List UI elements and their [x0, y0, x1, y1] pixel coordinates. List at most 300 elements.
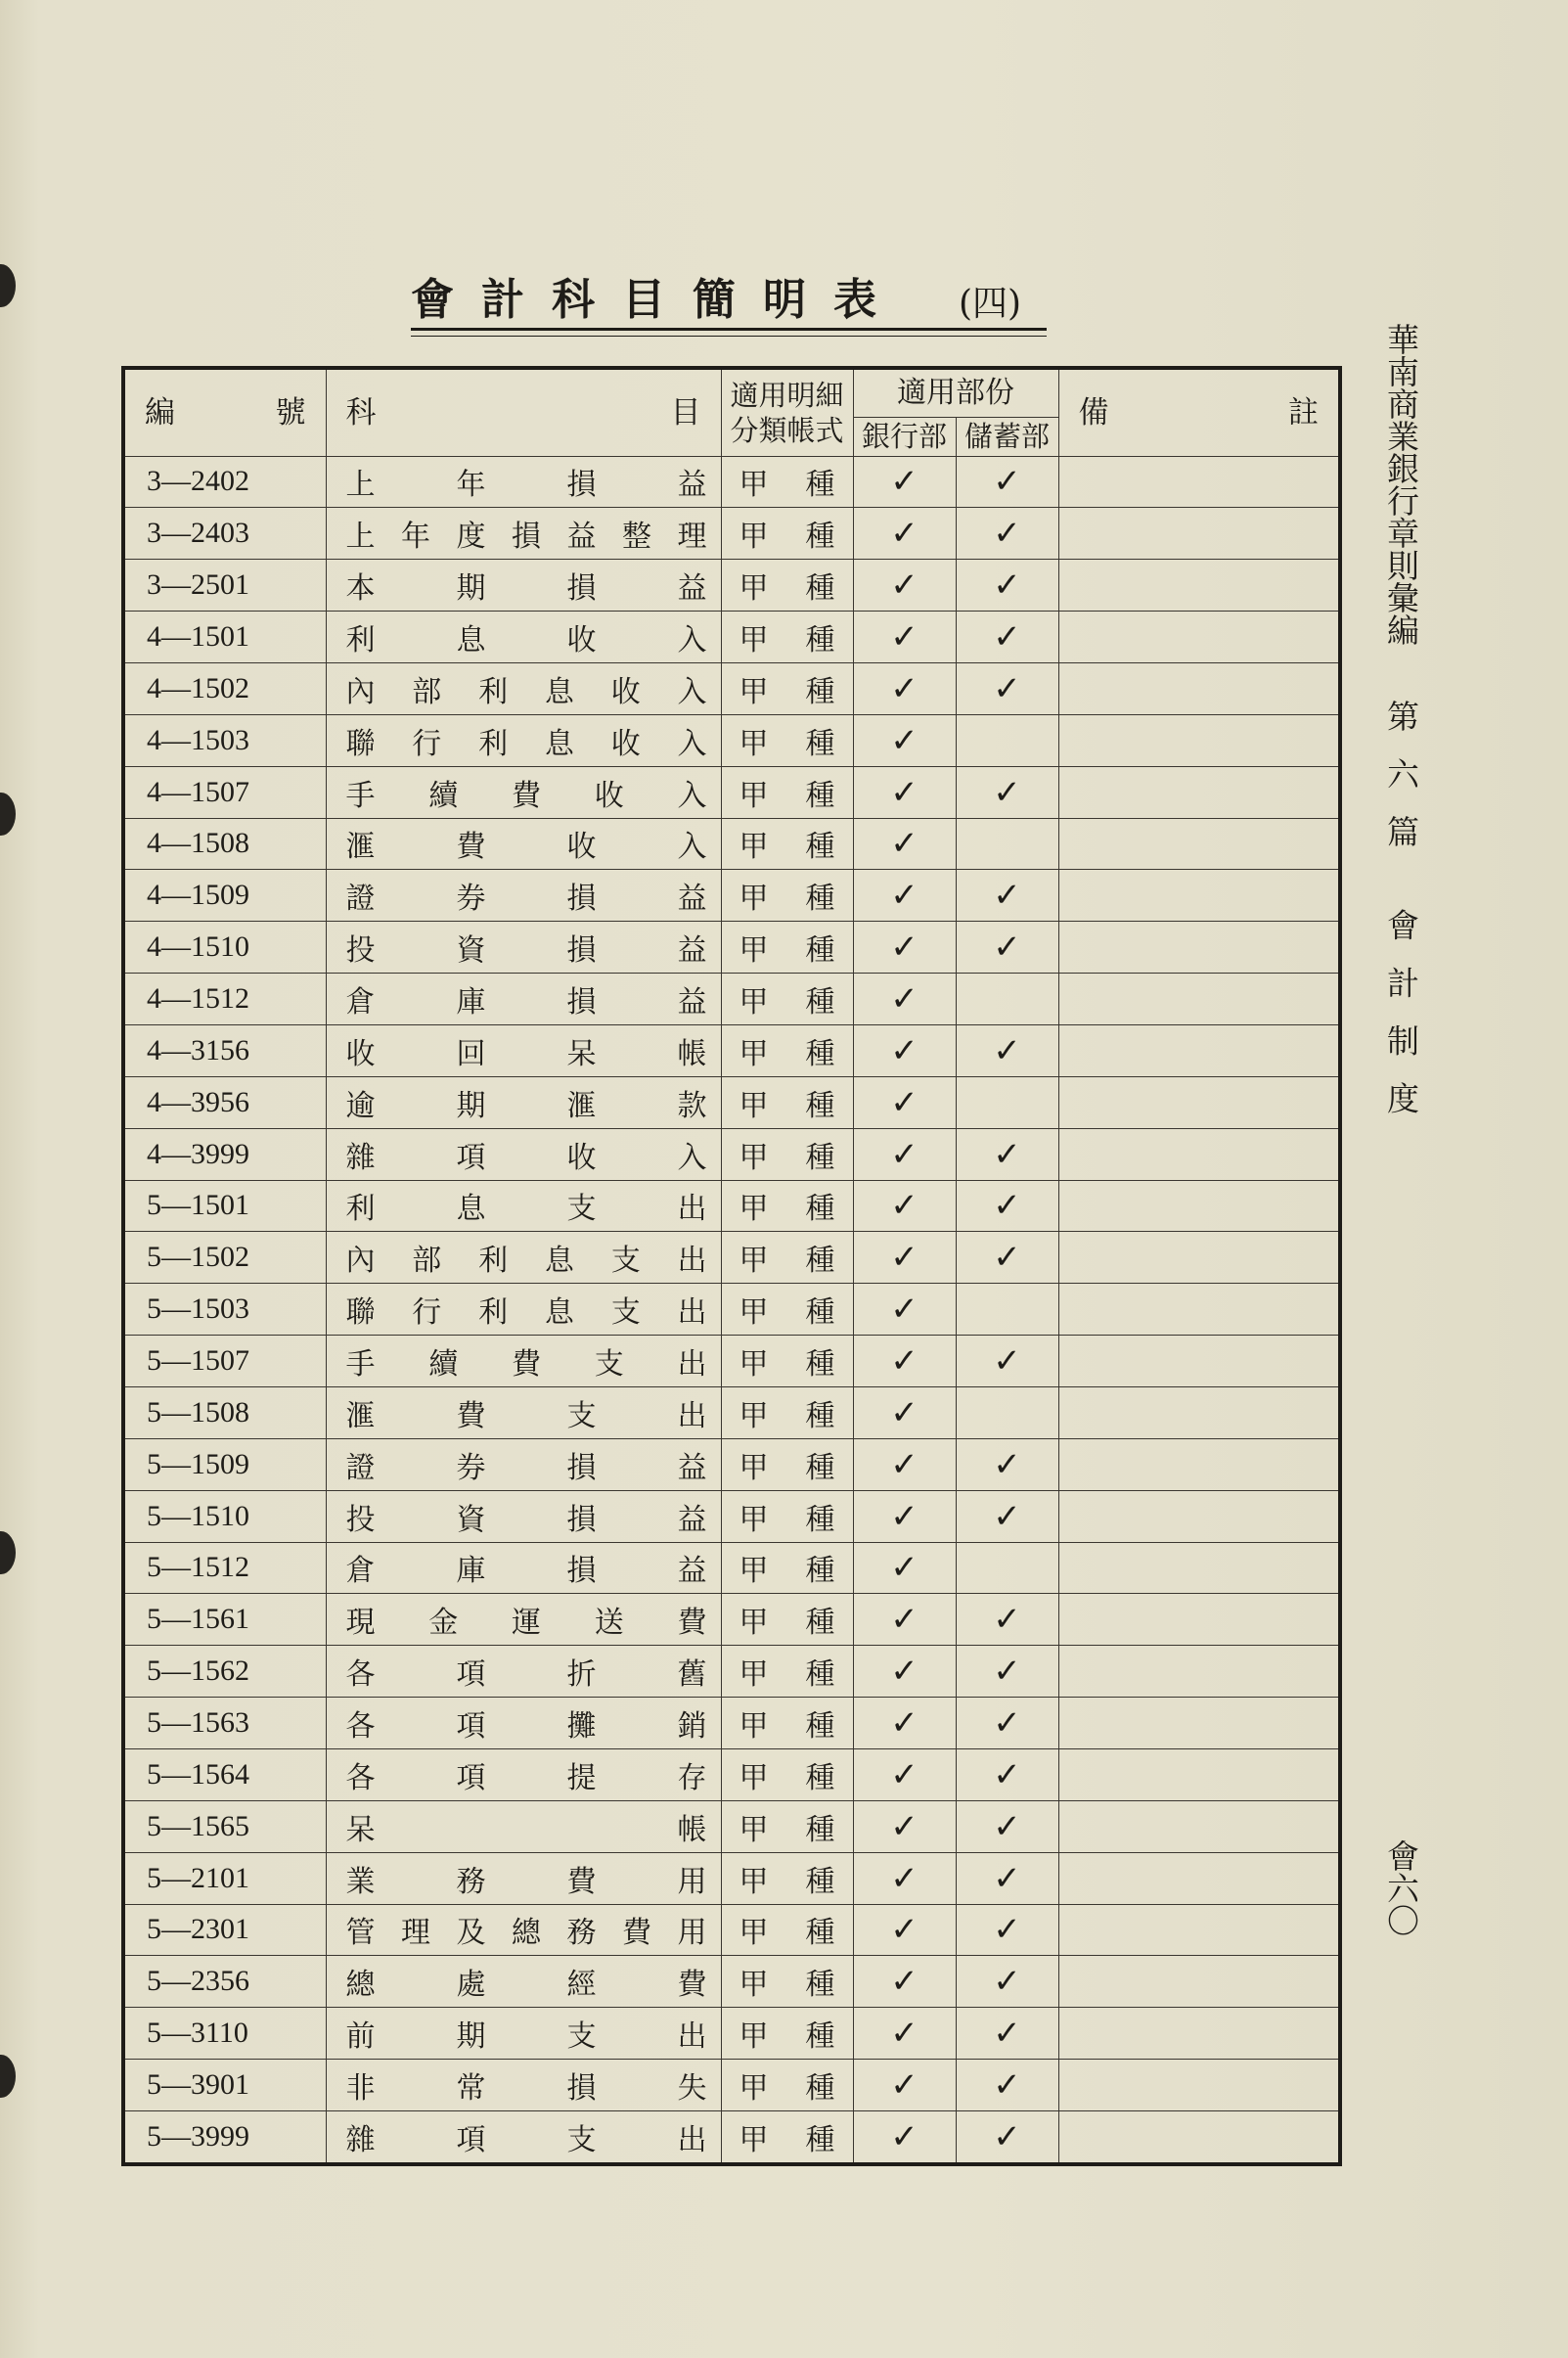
- text-char: 甲: [739, 1244, 769, 1279]
- account-subject-text: [346, 1236, 707, 1279]
- header-bank-dept: 銀行部: [853, 417, 956, 456]
- account-code: 5—1565: [123, 1800, 326, 1852]
- account-subject-text: [346, 2012, 707, 2055]
- text-char: 費: [512, 1347, 541, 1383]
- account-subject-text: [346, 1029, 707, 1072]
- account-code: 5—2356: [123, 1956, 326, 2008]
- text-char: 項: [456, 1140, 486, 1175]
- text-char: 種: [805, 1657, 835, 1693]
- text-char: 種: [805, 520, 835, 555]
- account-subject-text: [346, 1288, 707, 1331]
- savings-dept-check: ✓: [956, 1852, 1058, 1904]
- text-char: 費: [677, 1968, 707, 2003]
- text-char: 甲: [739, 1864, 769, 1899]
- bank-dept-check: ✓: [853, 1232, 956, 1284]
- text-char: 種: [805, 1968, 835, 2003]
- table-row: [123, 1748, 1340, 1800]
- account-code: 4—1510: [123, 922, 326, 974]
- account-subject: [326, 1076, 721, 1128]
- notes-cell: [1058, 1336, 1340, 1387]
- table-row: [123, 818, 1340, 870]
- savings-dept-check: ✓: [956, 508, 1058, 560]
- account-subject-text: [346, 1546, 707, 1589]
- text-char: 益: [677, 985, 707, 1020]
- text-char: 種: [805, 2123, 835, 2157]
- text-char: 手: [345, 1347, 376, 1383]
- account-code: 3—2402: [123, 456, 326, 508]
- text-char: 出: [677, 1398, 707, 1433]
- text-char: 收: [594, 778, 624, 813]
- bank-dept-check: ✓: [853, 766, 956, 818]
- text-char: 費: [512, 778, 541, 813]
- text-char: 期: [456, 1088, 486, 1123]
- ledger-type-text: [722, 1650, 853, 1693]
- notes-cell: [1058, 456, 1340, 508]
- bank-dept-check: ✓: [853, 1284, 956, 1336]
- text-char: 益: [677, 933, 707, 969]
- account-subject: [326, 456, 721, 508]
- bank-dept-check: ✓: [853, 1128, 956, 1180]
- header-notes: [1058, 368, 1340, 456]
- bank-dept-check: ✓: [853, 1852, 956, 1904]
- text-char: 利: [478, 674, 509, 709]
- ledger-type: [721, 1800, 853, 1852]
- table-row: [123, 1852, 1340, 1904]
- savings-dept-check: ✓: [956, 1956, 1058, 2008]
- table-row: [123, 974, 1340, 1025]
- bank-dept-check: ✓: [853, 1438, 956, 1490]
- notes-cell: [1058, 1076, 1340, 1128]
- text-char: 期: [456, 571, 486, 607]
- ledger-type-text: [722, 822, 853, 865]
- table-row: [123, 508, 1340, 560]
- text-char: 理: [677, 520, 707, 555]
- notes-cell: [1058, 1386, 1340, 1438]
- ledger-type: [721, 1386, 853, 1438]
- account-code: 5—1503: [123, 1284, 326, 1336]
- ledger-type: [721, 1232, 853, 1284]
- text-char: 利: [478, 726, 509, 761]
- bank-dept-check: ✓: [853, 1180, 956, 1232]
- account-code: 4—1508: [123, 818, 326, 870]
- header-classification: [721, 368, 853, 456]
- notes-cell: [1058, 818, 1340, 870]
- text-char: 收: [566, 830, 597, 865]
- text-char: 款: [677, 1088, 707, 1123]
- table-row: [123, 560, 1340, 612]
- bank-dept-check: ✓: [853, 974, 956, 1025]
- bank-dept-check: ✓: [853, 1386, 956, 1438]
- ledger-type-text: [722, 1598, 853, 1641]
- text-char: 甲: [739, 1450, 769, 1485]
- text-char: 甲: [739, 1968, 769, 2003]
- account-subject-text: [346, 1805, 707, 1848]
- bank-dept-check: ✓: [853, 818, 956, 870]
- notes-cell: [1058, 1024, 1340, 1076]
- savings-dept-check: [956, 974, 1058, 1025]
- account-subject: [326, 2111, 721, 2165]
- text-char: 種: [805, 726, 835, 761]
- text-char: 甲: [739, 1916, 769, 1951]
- text-char: 續: [428, 778, 459, 813]
- text-char: 甲: [739, 726, 769, 761]
- ledger-type-text: [722, 1701, 853, 1745]
- text-char: 投: [345, 933, 376, 969]
- text-char: 前: [345, 2019, 376, 2055]
- text-char: 處: [456, 1968, 486, 2003]
- bank-dept-check: ✓: [853, 1594, 956, 1646]
- text-char: 收: [610, 674, 641, 709]
- text-char: 甲: [739, 571, 769, 607]
- account-subject: [326, 1852, 721, 1904]
- text-char: 種: [805, 985, 835, 1020]
- notes-cell: [1058, 1232, 1340, 1284]
- text-char: 種: [805, 2019, 835, 2055]
- savings-dept-check: [956, 1076, 1058, 1128]
- bank-dept-check: ✓: [853, 1646, 956, 1698]
- notes-cell: [1058, 1904, 1340, 1956]
- text-char: 種: [805, 1192, 835, 1227]
- notes-cell: [1058, 1180, 1340, 1232]
- ledger-type: [721, 1748, 853, 1800]
- text-char: 出: [677, 1347, 707, 1383]
- account-subject: [326, 1336, 721, 1387]
- text-char: 利: [478, 1244, 509, 1279]
- savings-dept-check: ✓: [956, 1748, 1058, 1800]
- text-char: 費: [566, 1864, 597, 1899]
- ledger-type: [721, 1024, 853, 1076]
- text-char: 入: [677, 778, 707, 813]
- ledger-type-text: [722, 1443, 853, 1486]
- account-subject-text: [346, 1495, 707, 1538]
- text-char: 倉: [345, 1554, 376, 1589]
- text-char: 種: [805, 1812, 835, 1847]
- account-subject: [326, 714, 721, 766]
- notes-cell: [1058, 974, 1340, 1025]
- bank-dept-check: ✓: [853, 612, 956, 663]
- text-char: 理: [401, 1916, 430, 1951]
- text-char: 息: [456, 623, 486, 658]
- table-row: [123, 1956, 1340, 2008]
- account-code: 4—3156: [123, 1024, 326, 1076]
- header-classification-line: 分類帳式: [730, 413, 844, 447]
- text-char: 甲: [739, 778, 769, 813]
- account-subject: [326, 1748, 721, 1800]
- text-char: 費: [456, 830, 486, 865]
- account-subject: [326, 662, 721, 714]
- text-char: 非: [345, 2071, 376, 2107]
- text-char: 券: [456, 1450, 486, 1485]
- notes-cell: [1058, 1748, 1340, 1800]
- savings-dept-check: ✓: [956, 1180, 1058, 1232]
- bank-dept-check: ✓: [853, 1800, 956, 1852]
- table-row: [123, 922, 1340, 974]
- text-char: 資: [456, 933, 486, 969]
- header-subject: [326, 368, 721, 456]
- text-char: 費: [622, 1916, 651, 1951]
- savings-dept-check: [956, 818, 1058, 870]
- text-char: 支: [566, 1192, 597, 1227]
- account-subject: [326, 766, 721, 818]
- savings-dept-check: ✓: [956, 1698, 1058, 1749]
- account-subject-text: [346, 926, 707, 969]
- text-char: 滙: [345, 830, 376, 865]
- text-char: 項: [456, 1709, 486, 1745]
- text-char: 度: [456, 520, 486, 555]
- account-code: 4—3956: [123, 1076, 326, 1128]
- text-char: 甲: [739, 623, 769, 658]
- notes-cell: [1058, 1128, 1340, 1180]
- text-char: 損: [566, 571, 597, 607]
- text-char: 現: [345, 1606, 376, 1641]
- ledger-type: [721, 1438, 853, 1490]
- text-char: 甲: [739, 1192, 769, 1227]
- text-char: 種: [805, 468, 835, 503]
- table-row: [123, 1284, 1340, 1336]
- savings-dept-check: ✓: [956, 1904, 1058, 1956]
- ledger-type-text: [722, 771, 853, 814]
- account-code: 5—1564: [123, 1748, 326, 1800]
- account-subject-text: [346, 1753, 707, 1796]
- savings-dept-check: ✓: [956, 456, 1058, 508]
- account-subject: [326, 974, 721, 1025]
- account-subject: [326, 922, 721, 974]
- bank-dept-check: ✓: [853, 662, 956, 714]
- text-char: 息: [544, 726, 574, 761]
- ledger-type: [721, 1490, 853, 1542]
- account-subject-text: [346, 1339, 707, 1383]
- account-subject: [326, 1128, 721, 1180]
- bank-dept-check: ✓: [853, 870, 956, 922]
- text-char: 損: [566, 468, 597, 503]
- text-char: 送: [594, 1606, 624, 1641]
- account-subject-text: [346, 977, 707, 1020]
- table-row: [123, 714, 1340, 766]
- savings-dept-check: ✓: [956, 922, 1058, 974]
- text-char: 手: [345, 778, 376, 813]
- text-char: 呆: [345, 1812, 376, 1847]
- ledger-type-text: [722, 1960, 853, 2003]
- text-char: 收: [610, 726, 641, 761]
- savings-dept-check: [956, 1284, 1058, 1336]
- text-char: 益: [677, 571, 707, 607]
- ledger-type: [721, 456, 853, 508]
- account-subject: [326, 1904, 721, 1956]
- table-row: [123, 2060, 1340, 2111]
- ledger-type: [721, 1542, 853, 1594]
- ledger-type-text: [722, 874, 853, 917]
- account-subject: [326, 508, 721, 560]
- text-char: 入: [677, 830, 707, 865]
- text-char: 經: [566, 1968, 597, 2003]
- ledger-type: [721, 1956, 853, 2008]
- table-row: [123, 612, 1340, 663]
- bank-dept-check: ✓: [853, 1024, 956, 1076]
- account-subject-text: [346, 719, 707, 762]
- bank-dept-check: ✓: [853, 1336, 956, 1387]
- account-subject-text: [346, 2063, 707, 2107]
- text-char: 帳: [677, 1036, 707, 1071]
- account-code: 3—2403: [123, 508, 326, 560]
- savings-dept-check: ✓: [956, 2060, 1058, 2111]
- text-char: 種: [805, 1088, 835, 1123]
- text-char: 種: [805, 674, 835, 709]
- text-char: 種: [805, 1554, 835, 1589]
- text-char: 銷: [677, 1709, 707, 1745]
- text-char: 種: [805, 1140, 835, 1175]
- table-row: [123, 1128, 1340, 1180]
- text-char: 期: [456, 2019, 486, 2055]
- text-char: 甲: [739, 933, 769, 969]
- text-char: 費: [677, 1606, 707, 1641]
- text-char: 入: [677, 726, 707, 761]
- savings-dept-check: ✓: [956, 1232, 1058, 1284]
- table-row: [123, 1904, 1340, 1956]
- text-char: 利: [345, 1192, 376, 1227]
- notes-cell: [1058, 1800, 1340, 1852]
- ledger-type-text: [722, 615, 853, 658]
- table-row: [123, 1438, 1340, 1490]
- account-subject-text: [346, 2115, 707, 2158]
- table-row: [123, 870, 1340, 922]
- account-subject-text: [346, 1650, 707, 1693]
- ledger-type-text: [722, 2063, 853, 2107]
- account-subject-text: [346, 1857, 707, 1900]
- text-char: 入: [677, 1140, 707, 1175]
- bank-dept-check: ✓: [853, 560, 956, 612]
- account-subject: [326, 1024, 721, 1076]
- account-subject: [326, 870, 721, 922]
- text-char: 甲: [739, 1036, 769, 1071]
- header-code-char: 編: [145, 394, 175, 431]
- text-char: 種: [805, 1606, 835, 1641]
- account-code: 5—3999: [123, 2111, 326, 2165]
- text-char: 內: [345, 1244, 376, 1279]
- text-char: 種: [805, 2071, 835, 2107]
- text-char: 聯: [345, 1295, 376, 1331]
- account-code: 5—1509: [123, 1438, 326, 1490]
- text-char: 損: [566, 2071, 597, 2107]
- publication-title: 華南商業銀行章則彙編: [1382, 323, 1420, 646]
- bank-dept-check: ✓: [853, 1956, 956, 2008]
- ledger-type-text: [722, 1029, 853, 1072]
- ledger-type-text: [722, 1495, 853, 1538]
- ledger-type-text: [722, 1546, 853, 1589]
- ledger-type: [721, 1128, 853, 1180]
- text-char: 帳: [677, 1812, 707, 1847]
- text-char: 項: [456, 1760, 486, 1795]
- ledger-type: [721, 974, 853, 1025]
- text-char: 庫: [456, 1554, 486, 1589]
- table-row: [123, 1386, 1340, 1438]
- header-savings-dept: 儲蓄部: [956, 417, 1058, 456]
- text-char: 種: [805, 830, 835, 865]
- text-char: 入: [677, 623, 707, 658]
- table-row: [123, 2111, 1340, 2165]
- header-subject-char: 科: [345, 394, 377, 431]
- ledger-type-text: [722, 977, 853, 1020]
- text-char: 甲: [739, 1657, 769, 1693]
- text-char: 攤: [566, 1709, 597, 1745]
- text-char: 甲: [739, 1709, 769, 1745]
- text-char: 收: [566, 1140, 597, 1175]
- ledger-type-text: [722, 1805, 853, 1848]
- savings-dept-check: ✓: [956, 1490, 1058, 1542]
- text-char: 甲: [739, 1606, 769, 1641]
- text-char: 存: [677, 1760, 707, 1795]
- ledger-type: [721, 1180, 853, 1232]
- savings-dept-check: ✓: [956, 870, 1058, 922]
- notes-cell: [1058, 714, 1340, 766]
- text-char: 逾: [345, 1088, 376, 1123]
- table-row: [123, 1076, 1340, 1128]
- table-row: [123, 1646, 1340, 1698]
- text-char: 出: [677, 2123, 707, 2157]
- bank-dept-check: ✓: [853, 1904, 956, 1956]
- account-subject-text: [346, 822, 707, 865]
- text-char: 種: [805, 1295, 835, 1331]
- bank-dept-check: ✓: [853, 1076, 956, 1128]
- notes-cell: [1058, 662, 1340, 714]
- account-code: 5—1562: [123, 1646, 326, 1698]
- ledger-type: [721, 1594, 853, 1646]
- text-char: 管: [345, 1916, 376, 1951]
- text-char: 折: [566, 1657, 597, 1693]
- text-char: 甲: [739, 520, 769, 555]
- account-code: 5—1510: [123, 1490, 326, 1542]
- text-char: 證: [345, 1450, 376, 1485]
- text-char: 息: [544, 674, 574, 709]
- text-char: 續: [428, 1347, 459, 1383]
- text-char: 收: [345, 1036, 376, 1071]
- account-code: 5—1508: [123, 1386, 326, 1438]
- ledger-type: [721, 2111, 853, 2165]
- ledger-type-text: [722, 1236, 853, 1279]
- savings-dept-check: ✓: [956, 766, 1058, 818]
- account-subject-text: [346, 1184, 707, 1227]
- ledger-type: [721, 1336, 853, 1387]
- account-code: 4—1503: [123, 714, 326, 766]
- bank-dept-check: ✓: [853, 714, 956, 766]
- notes-cell: [1058, 1542, 1340, 1594]
- text-char: 支: [610, 1295, 641, 1331]
- ledger-type: [721, 1284, 853, 1336]
- ledger-type-text: [722, 512, 853, 555]
- notes-cell: [1058, 1956, 1340, 2008]
- account-subject: [326, 1800, 721, 1852]
- account-code: 4—1501: [123, 612, 326, 663]
- table-row: [123, 1594, 1340, 1646]
- account-subject-text: [346, 1701, 707, 1745]
- account-subject-text: [346, 512, 707, 555]
- account-subject: [326, 818, 721, 870]
- account-subject-text: [346, 460, 707, 503]
- text-char: 損: [566, 933, 597, 969]
- text-char: 息: [456, 1192, 486, 1227]
- text-char: 種: [805, 882, 835, 917]
- header-notes-inner: [1059, 394, 1339, 431]
- text-char: 損: [566, 985, 597, 1020]
- text-char: 出: [677, 2019, 707, 2055]
- header-classification-line: 適用明細: [730, 378, 844, 412]
- text-char: 支: [566, 2123, 597, 2157]
- ledger-type: [721, 714, 853, 766]
- text-char: 出: [677, 1295, 707, 1331]
- text-char: 務: [566, 1916, 597, 1951]
- text-char: 甲: [739, 1347, 769, 1383]
- text-char: 各: [345, 1760, 376, 1795]
- text-char: 種: [805, 1347, 835, 1383]
